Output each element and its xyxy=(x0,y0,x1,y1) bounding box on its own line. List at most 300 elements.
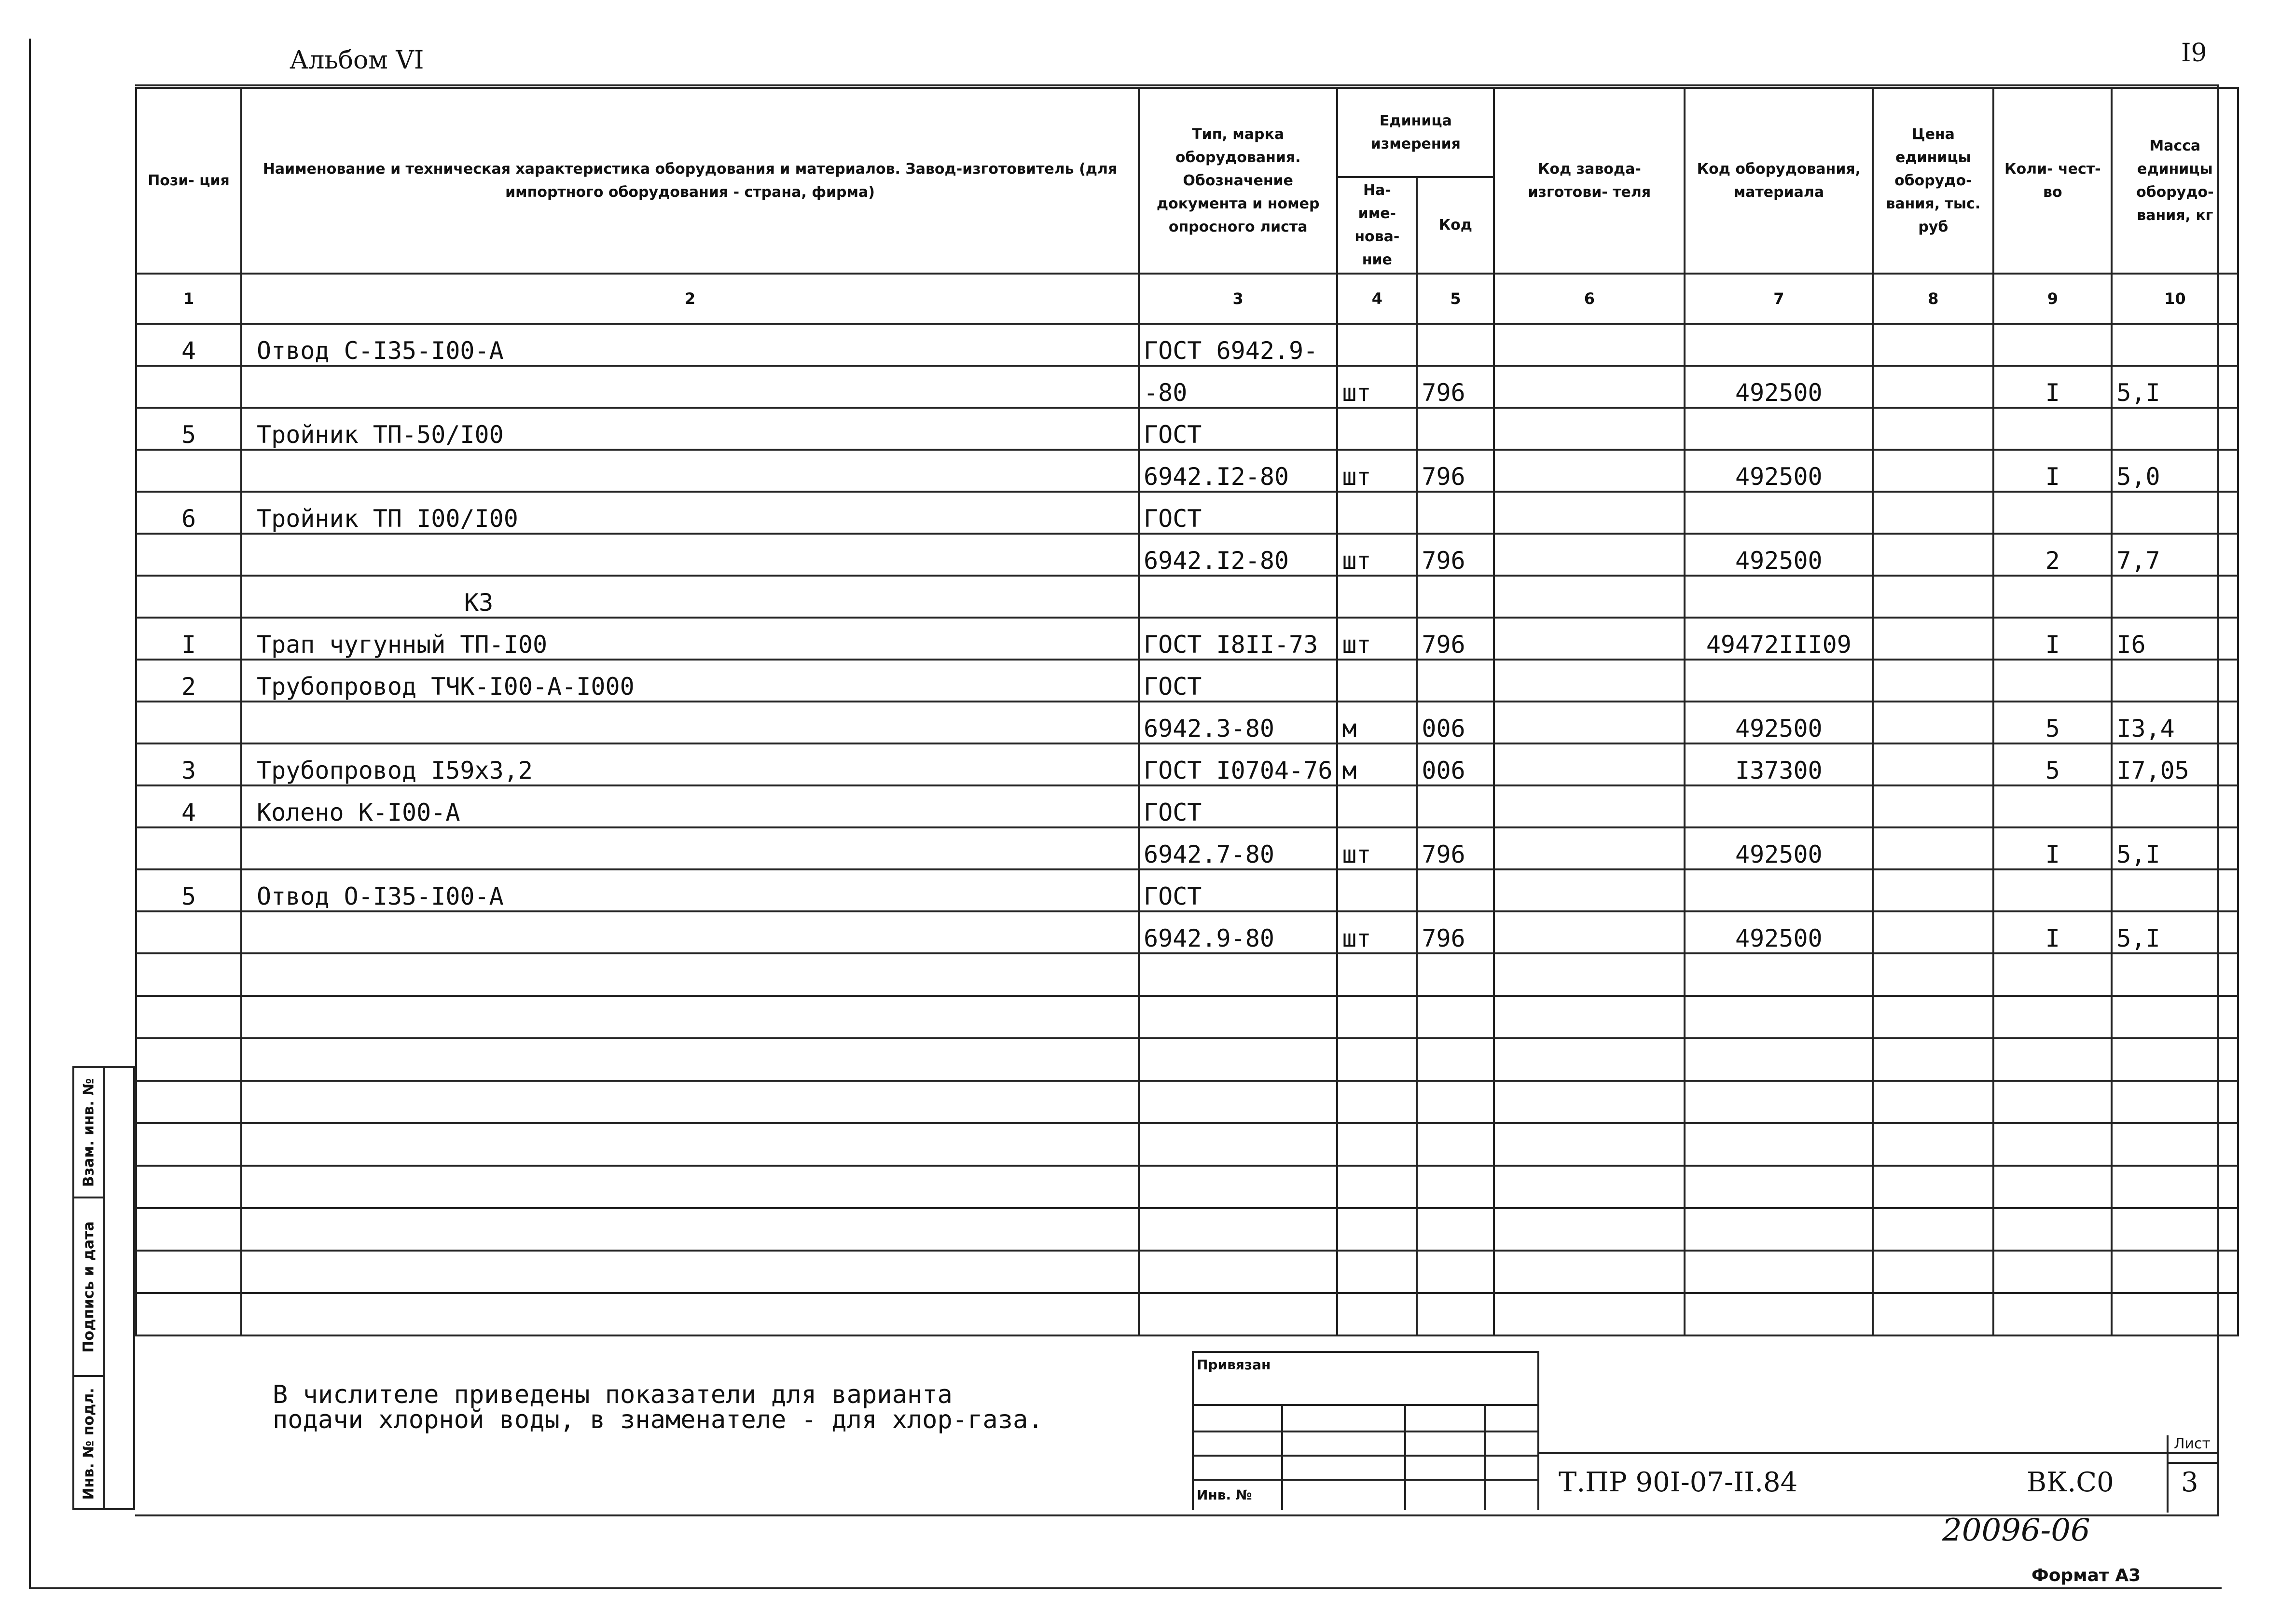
empty-cell xyxy=(2112,1251,2238,1293)
cell-maker-code xyxy=(1494,492,1685,534)
cell-type: -80 xyxy=(1139,366,1337,408)
empty-cell xyxy=(1993,1166,2112,1208)
header-position: Пози- ция xyxy=(136,88,241,274)
empty-cell xyxy=(2112,1293,2238,1335)
cell-unit-code: 006 xyxy=(1417,702,1494,743)
column-number: 3 xyxy=(1139,274,1337,324)
empty-row xyxy=(136,1038,2238,1081)
column-number: 9 xyxy=(1993,274,2112,324)
cell-equip-code: 492500 xyxy=(1685,827,1873,869)
cell-name: Трап чугунный ТП-I00 xyxy=(241,618,1139,660)
cell-type: ГОСТ xyxy=(1139,660,1337,702)
cell-equip-code: 492500 xyxy=(1685,911,1873,953)
empty-cell xyxy=(241,1251,1139,1293)
cell-position xyxy=(136,576,241,618)
cell-position: 5 xyxy=(136,408,241,450)
side-label-inv: Инв. № подл. xyxy=(80,1387,97,1500)
empty-row xyxy=(136,1123,2238,1166)
cell-qty xyxy=(1993,576,2112,618)
empty-cell xyxy=(1337,1081,1417,1123)
empty-row xyxy=(136,953,2238,996)
empty-cell xyxy=(241,1123,1139,1166)
empty-cell xyxy=(2112,1208,2238,1251)
empty-cell xyxy=(1337,1038,1417,1081)
empty-cell xyxy=(1494,1293,1685,1335)
side-cell-vzam xyxy=(74,1068,103,1198)
cell-mass xyxy=(2112,492,2238,534)
empty-cell xyxy=(1417,953,1494,996)
cell-position: 2 xyxy=(136,660,241,702)
cell-unit xyxy=(1337,660,1417,702)
cell-maker-code xyxy=(1494,408,1685,450)
cell-qty xyxy=(1993,324,2112,366)
cell-price xyxy=(1873,660,1993,702)
cell-price xyxy=(1873,869,1993,911)
cell-equip-code: 492500 xyxy=(1685,702,1873,743)
cell-price xyxy=(1873,366,1993,408)
header-type: Тип, марка оборудования. Обозначение документа и номер опросного листа xyxy=(1139,88,1337,274)
cell-maker-code xyxy=(1494,743,1685,785)
cell-equip-code xyxy=(1685,576,1873,618)
empty-cell xyxy=(1685,1081,1873,1123)
empty-cell xyxy=(1337,1208,1417,1251)
cell-type: 6942.I2-80 xyxy=(1139,450,1337,492)
cell-maker-code xyxy=(1494,702,1685,743)
empty-cell xyxy=(1873,1038,1993,1081)
table-row xyxy=(136,492,2238,534)
empty-cell xyxy=(1139,1123,1337,1166)
cell-unit-code: 796 xyxy=(1417,534,1494,576)
cell-type: 6942.7-80 xyxy=(1139,827,1337,869)
empty-cell xyxy=(1685,1293,1873,1335)
cell-position: 6 xyxy=(136,492,241,534)
cell-name: Отвод О-I35-I00-А xyxy=(241,869,1139,911)
column-number: 7 xyxy=(1685,274,1873,324)
cell-qty xyxy=(1993,785,2112,827)
cell-unit xyxy=(1337,492,1417,534)
cell-price xyxy=(1873,827,1993,869)
empty-cell xyxy=(1337,1293,1417,1335)
empty-cell xyxy=(1993,1038,2112,1081)
cell-qty: 2 xyxy=(1993,534,2112,576)
table-row xyxy=(136,911,2238,953)
cell-mass: 5,I xyxy=(2112,827,2238,869)
cell-qty xyxy=(1993,869,2112,911)
table-row xyxy=(136,785,2238,827)
table-row xyxy=(136,618,2238,660)
cell-equip-code xyxy=(1685,408,1873,450)
cell-qty xyxy=(1993,408,2112,450)
empty-cell xyxy=(1417,1251,1494,1293)
cell-position xyxy=(136,534,241,576)
sheet-label: Лист xyxy=(2174,1435,2211,1452)
cell-unit-code: 006 xyxy=(1417,743,1494,785)
cell-position: 4 xyxy=(136,785,241,827)
empty-cell xyxy=(1494,1038,1685,1081)
header-qty: Коли- чест- во xyxy=(1993,88,2112,274)
empty-cell xyxy=(2112,1038,2238,1081)
table-row xyxy=(136,869,2238,911)
empty-cell xyxy=(1337,1123,1417,1166)
cell-type: 6942.3-80 xyxy=(1139,702,1337,743)
cell-price xyxy=(1873,702,1993,743)
table-row xyxy=(136,534,2238,576)
cell-position: 3 xyxy=(136,743,241,785)
cell-mass: I3,4 xyxy=(2112,702,2238,743)
cell-name xyxy=(241,827,1139,869)
empty-cell xyxy=(1685,1251,1873,1293)
cell-price xyxy=(1873,450,1993,492)
cell-position xyxy=(136,702,241,743)
empty-cell xyxy=(136,1038,241,1081)
cell-qty: I xyxy=(1993,827,2112,869)
cell-unit: шт xyxy=(1337,534,1417,576)
empty-row xyxy=(136,1293,2238,1335)
cell-unit: шт xyxy=(1337,366,1417,408)
cell-unit-code xyxy=(1417,576,1494,618)
empty-cell xyxy=(241,996,1139,1038)
column-number: 2 xyxy=(241,274,1139,324)
cell-qty: I xyxy=(1993,618,2112,660)
cell-equip-code: 492500 xyxy=(1685,534,1873,576)
cell-unit-code: 796 xyxy=(1417,450,1494,492)
privyazan-label: Привязан xyxy=(1197,1357,1271,1373)
cell-name: Трубопровод I59x3,2 xyxy=(241,743,1139,785)
album-label: Альбом VI xyxy=(290,46,424,75)
inventory-number: 20096-06 xyxy=(1942,1513,2090,1548)
empty-cell xyxy=(2112,1081,2238,1123)
note-line-2: подачи хлорной воды, в знаменателе - для хлор-газа. xyxy=(273,1405,1043,1434)
cell-price xyxy=(1873,324,1993,366)
cell-mass: 5,I xyxy=(2112,911,2238,953)
cell-maker-code xyxy=(1494,827,1685,869)
empty-cell xyxy=(1873,1081,1993,1123)
empty-cell xyxy=(1494,1123,1685,1166)
header-name: Наименование и техническая характеристика оборудования и материалов. Завод-изготовитель (для импортного оборудования - страна, фирма) xyxy=(241,88,1139,274)
header-unit-name: На- име- нова- ние xyxy=(1337,177,1417,274)
cell-position: I xyxy=(136,618,241,660)
empty-cell xyxy=(2112,953,2238,996)
cell-equip-code: 49472III09 xyxy=(1685,618,1873,660)
empty-cell xyxy=(241,1293,1139,1335)
table-row xyxy=(136,743,2238,785)
cell-unit-code xyxy=(1417,324,1494,366)
side-label-vzam: Взам. инв. № xyxy=(80,1078,97,1187)
empty-cell xyxy=(1139,1251,1337,1293)
empty-cell xyxy=(1494,1251,1685,1293)
cell-equip-code xyxy=(1685,660,1873,702)
cell-unit-code: 796 xyxy=(1417,618,1494,660)
cell-type: ГОСТ xyxy=(1139,785,1337,827)
empty-row xyxy=(136,1208,2238,1251)
cell-qty: 5 xyxy=(1993,743,2112,785)
cell-qty xyxy=(1993,492,2112,534)
empty-cell xyxy=(136,1081,241,1123)
cell-unit: м xyxy=(1337,743,1417,785)
cell-unit-code xyxy=(1417,492,1494,534)
cell-equip-code xyxy=(1685,869,1873,911)
empty-cell xyxy=(1685,1208,1873,1251)
empty-cell xyxy=(136,953,241,996)
cell-name: Колено К-I00-А xyxy=(241,785,1139,827)
cell-price xyxy=(1873,785,1993,827)
empty-cell xyxy=(1417,1293,1494,1335)
cell-position xyxy=(136,450,241,492)
cell-price xyxy=(1873,743,1993,785)
column-number: 6 xyxy=(1494,274,1685,324)
cell-unit: шт xyxy=(1337,450,1417,492)
cell-position xyxy=(136,366,241,408)
empty-cell xyxy=(241,1208,1139,1251)
empty-cell xyxy=(1494,953,1685,996)
cell-name xyxy=(241,911,1139,953)
header-unit-group: Единица измерения xyxy=(1337,88,1494,177)
cell-unit-code xyxy=(1417,869,1494,911)
empty-cell xyxy=(1873,953,1993,996)
cell-position: 5 xyxy=(136,869,241,911)
cell-type: ГОСТ xyxy=(1139,869,1337,911)
empty-cell xyxy=(1993,996,2112,1038)
cell-name: Отвод С-I35-I00-А xyxy=(241,324,1139,366)
cell-mass xyxy=(2112,324,2238,366)
cell-name: Тройник ТП-50/I00 xyxy=(241,408,1139,450)
cell-price xyxy=(1873,492,1993,534)
cell-unit: шт xyxy=(1337,827,1417,869)
empty-cell xyxy=(136,996,241,1038)
format-label: Формат А3 xyxy=(2031,1566,2141,1585)
cell-qty: I xyxy=(1993,366,2112,408)
empty-cell xyxy=(1417,1166,1494,1208)
cell-mass: 5,0 xyxy=(2112,450,2238,492)
cell-unit: шт xyxy=(1337,618,1417,660)
empty-cell xyxy=(136,1166,241,1208)
empty-cell xyxy=(1417,1208,1494,1251)
cell-mass: I6 xyxy=(2112,618,2238,660)
cell-unit-code xyxy=(1417,408,1494,450)
cell-maker-code xyxy=(1494,911,1685,953)
table-row xyxy=(136,827,2238,869)
cell-type: ГОСТ I8II-73 xyxy=(1139,618,1337,660)
empty-row xyxy=(136,1251,2238,1293)
title-block-stamp xyxy=(1192,1351,1539,1510)
empty-cell xyxy=(1993,1208,2112,1251)
cell-mass xyxy=(2112,408,2238,450)
cell-maker-code xyxy=(1494,450,1685,492)
empty-cell xyxy=(1139,996,1337,1038)
empty-cell xyxy=(1139,1293,1337,1335)
empty-cell xyxy=(1337,953,1417,996)
document-section: ВК.С0 xyxy=(2027,1467,2114,1498)
empty-row xyxy=(136,1166,2238,1208)
table-row xyxy=(136,660,2238,702)
empty-cell xyxy=(1993,1293,2112,1335)
empty-cell xyxy=(1417,1038,1494,1081)
empty-cell xyxy=(1685,953,1873,996)
side-cell-podpis xyxy=(74,1198,103,1377)
cell-price xyxy=(1873,408,1993,450)
cell-equip-code xyxy=(1685,785,1873,827)
cell-unit xyxy=(1337,324,1417,366)
empty-cell xyxy=(1685,1166,1873,1208)
column-numbers-row xyxy=(136,274,2238,324)
document-code: Т.ПР 90I-07-II.84 xyxy=(1559,1467,1798,1498)
empty-cell xyxy=(1873,1293,1993,1335)
cell-unit-code xyxy=(1417,785,1494,827)
cell-unit xyxy=(1337,785,1417,827)
header-unit-code: Код xyxy=(1417,177,1494,274)
empty-row xyxy=(136,996,2238,1038)
header-price: Цена единицы оборудо- вания, тыс. руб xyxy=(1873,88,1993,274)
empty-cell xyxy=(1139,953,1337,996)
cell-type: ГОСТ 6942.9- xyxy=(1139,324,1337,366)
empty-cell xyxy=(1139,1038,1337,1081)
cell-unit xyxy=(1337,576,1417,618)
cell-unit-code xyxy=(1417,660,1494,702)
cell-unit: шт xyxy=(1337,911,1417,953)
empty-cell xyxy=(1993,953,2112,996)
cell-type: ГОСТ xyxy=(1139,492,1337,534)
empty-cell xyxy=(1337,996,1417,1038)
empty-cell xyxy=(136,1123,241,1166)
cell-position: 4 xyxy=(136,324,241,366)
empty-cell xyxy=(1417,996,1494,1038)
column-number: 8 xyxy=(1873,274,1993,324)
table-row xyxy=(136,702,2238,743)
cell-equip-code: I37300 xyxy=(1685,743,1873,785)
column-number: 1 xyxy=(136,274,241,324)
cell-qty: I xyxy=(1993,911,2112,953)
cell-maker-code xyxy=(1494,660,1685,702)
cell-unit-code: 796 xyxy=(1417,366,1494,408)
empty-cell xyxy=(136,1251,241,1293)
cell-maker-code xyxy=(1494,785,1685,827)
empty-cell xyxy=(1685,1038,1873,1081)
empty-cell xyxy=(1417,1123,1494,1166)
cell-type: 6942.I2-80 xyxy=(1139,534,1337,576)
empty-cell xyxy=(136,1208,241,1251)
cell-mass: 5,I xyxy=(2112,366,2238,408)
cell-maker-code xyxy=(1494,576,1685,618)
sheet-number: 3 xyxy=(2181,1467,2198,1498)
table-row xyxy=(136,408,2238,450)
table-row xyxy=(136,576,2238,618)
empty-cell xyxy=(1494,996,1685,1038)
header-equip-code: Код оборудования, материала xyxy=(1685,88,1873,274)
cell-equip-code xyxy=(1685,492,1873,534)
cell-unit: м xyxy=(1337,702,1417,743)
cell-mass xyxy=(2112,785,2238,827)
empty-cell xyxy=(241,1038,1139,1081)
cell-equip-code: 492500 xyxy=(1685,450,1873,492)
cell-position xyxy=(136,827,241,869)
empty-cell xyxy=(1993,1081,2112,1123)
empty-cell xyxy=(136,1293,241,1335)
note-line-1: В числителе приведены показатели для варианта xyxy=(273,1380,953,1409)
cell-name xyxy=(241,450,1139,492)
cell-unit xyxy=(1337,408,1417,450)
empty-cell xyxy=(1139,1208,1337,1251)
note-text xyxy=(273,1382,1043,1432)
cell-name: Трубопровод ТЧК-I00-А-I000 xyxy=(241,660,1139,702)
empty-cell xyxy=(1873,1166,1993,1208)
cell-position xyxy=(136,911,241,953)
cell-unit xyxy=(1337,869,1417,911)
cell-maker-code xyxy=(1494,618,1685,660)
empty-cell xyxy=(2112,996,2238,1038)
empty-cell xyxy=(2112,1166,2238,1208)
cell-qty: 5 xyxy=(1993,702,2112,743)
column-number: 5 xyxy=(1417,274,1494,324)
cell-name xyxy=(241,534,1139,576)
empty-cell xyxy=(1494,1208,1685,1251)
empty-cell xyxy=(1685,996,1873,1038)
empty-cell xyxy=(1139,1166,1337,1208)
cell-name: К3 xyxy=(241,576,1139,618)
cell-maker-code xyxy=(1494,869,1685,911)
side-stamp xyxy=(72,1066,135,1510)
cell-name: Тройник ТП I00/I00 xyxy=(241,492,1139,534)
empty-cell xyxy=(1873,1251,1993,1293)
cell-type: ГОСТ xyxy=(1139,408,1337,450)
table-row xyxy=(136,324,2238,366)
empty-cell xyxy=(241,953,1139,996)
empty-cell xyxy=(241,1081,1139,1123)
cell-price xyxy=(1873,618,1993,660)
empty-cell xyxy=(2112,1123,2238,1166)
table-row xyxy=(136,450,2238,492)
empty-cell xyxy=(1494,1166,1685,1208)
cell-maker-code xyxy=(1494,534,1685,576)
cell-unit-code: 796 xyxy=(1417,827,1494,869)
column-number: 10 xyxy=(2112,274,2238,324)
header-maker-code: Код завода- изготови- теля xyxy=(1494,88,1685,274)
cell-mass xyxy=(2112,869,2238,911)
header-mass: Масса единицы оборудо- вания, кг xyxy=(2112,88,2238,274)
cell-price xyxy=(1873,576,1993,618)
empty-cell xyxy=(1685,1123,1873,1166)
empty-cell xyxy=(1139,1081,1337,1123)
cell-qty xyxy=(1993,660,2112,702)
cell-equip-code xyxy=(1685,324,1873,366)
empty-cell xyxy=(1417,1081,1494,1123)
empty-row xyxy=(136,1081,2238,1123)
specification-table xyxy=(135,87,2239,1336)
cell-qty: I xyxy=(1993,450,2112,492)
side-label-podpis: Подпись и дата xyxy=(80,1221,97,1353)
cell-name xyxy=(241,366,1139,408)
cell-type: 6942.9-80 xyxy=(1139,911,1337,953)
cell-mass xyxy=(2112,576,2238,618)
empty-cell xyxy=(1873,1123,1993,1166)
empty-cell xyxy=(1873,996,1993,1038)
cell-equip-code: 492500 xyxy=(1685,366,1873,408)
page-number: I9 xyxy=(2181,39,2207,68)
cell-mass: I7,05 xyxy=(2112,743,2238,785)
column-number: 4 xyxy=(1337,274,1417,324)
cell-mass xyxy=(2112,660,2238,702)
cell-name xyxy=(241,702,1139,743)
cell-price xyxy=(1873,911,1993,953)
empty-cell xyxy=(1873,1208,1993,1251)
cell-mass: 7,7 xyxy=(2112,534,2238,576)
cell-type: ГОСТ I0704-76 xyxy=(1139,743,1337,785)
cell-maker-code xyxy=(1494,366,1685,408)
empty-cell xyxy=(241,1166,1139,1208)
empty-cell xyxy=(1494,1081,1685,1123)
cell-unit-code: 796 xyxy=(1417,911,1494,953)
empty-cell xyxy=(1993,1251,2112,1293)
inv-label: Инв. № xyxy=(1197,1487,1252,1503)
